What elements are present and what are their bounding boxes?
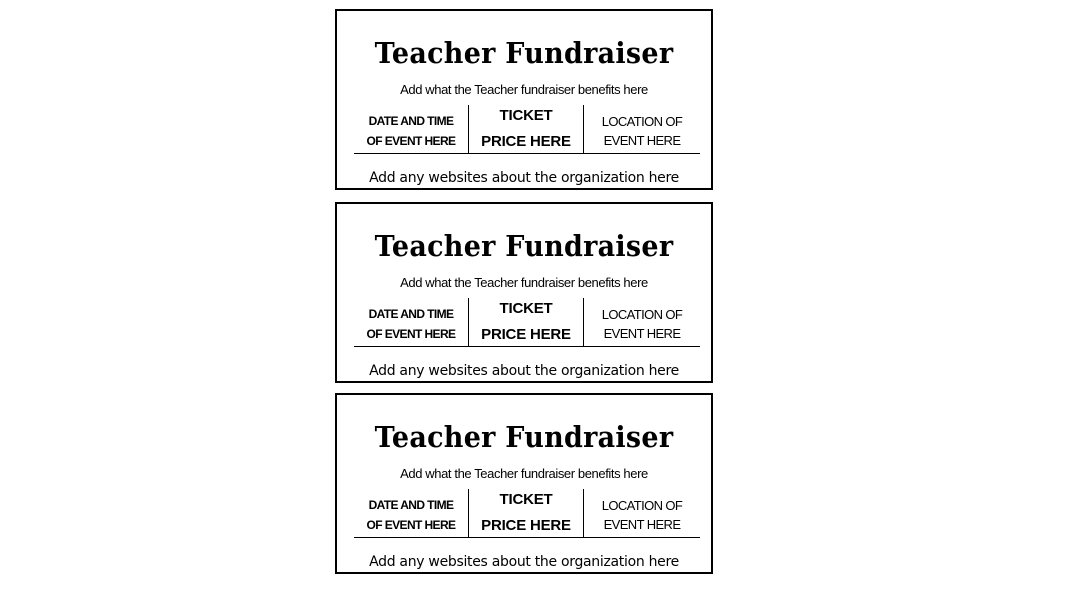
location-line-1: LOCATION OF bbox=[601, 307, 683, 322]
ticket-price-cell bbox=[469, 489, 584, 537]
ticket-3 bbox=[335, 393, 713, 574]
ticket-price-cell bbox=[469, 105, 584, 153]
ticket-info-row bbox=[354, 489, 700, 538]
ticket-website: Add any websites about the organization here bbox=[369, 363, 679, 379]
ticket-title: Teacher Fundraiser bbox=[374, 420, 674, 454]
location-cell bbox=[584, 298, 700, 346]
ticket-price-line-2: PRICE HERE bbox=[481, 133, 571, 150]
location-cell bbox=[584, 489, 700, 537]
ticket-website: Add any websites about the organization here bbox=[369, 554, 679, 570]
location-line-2: EVENT HERE bbox=[603, 517, 681, 532]
ticket-benefits: Add what the Teacher fundraiser benefits here bbox=[400, 275, 648, 290]
date-time-line-2: OF EVENT HERE bbox=[366, 134, 456, 148]
location-cell bbox=[584, 105, 700, 153]
location-line-1: LOCATION OF bbox=[601, 498, 683, 513]
location-line-2: EVENT HERE bbox=[603, 326, 681, 341]
date-time-line-1: DATE AND TIME bbox=[368, 498, 454, 512]
ticket-price-line-1: TICKET bbox=[499, 491, 553, 508]
ticket-website: Add any websites about the organization here bbox=[369, 170, 679, 186]
ticket-2 bbox=[335, 202, 713, 383]
ticket-price-line-1: TICKET bbox=[499, 300, 553, 317]
date-time-line-1: DATE AND TIME bbox=[368, 114, 454, 128]
ticket-1 bbox=[335, 9, 713, 190]
ticket-benefits: Add what the Teacher fundraiser benefits here bbox=[400, 466, 648, 481]
ticket-info-row bbox=[354, 105, 700, 154]
date-time-cell bbox=[354, 298, 469, 346]
date-time-cell bbox=[354, 105, 469, 153]
date-time-cell bbox=[354, 489, 469, 537]
location-line-2: EVENT HERE bbox=[603, 133, 681, 148]
ticket-info-row bbox=[354, 298, 700, 347]
ticket-title: Teacher Fundraiser bbox=[374, 36, 674, 70]
date-time-line-2: OF EVENT HERE bbox=[366, 518, 456, 532]
ticket-price-cell bbox=[469, 298, 584, 346]
date-time-line-2: OF EVENT HERE bbox=[366, 327, 456, 341]
location-line-1: LOCATION OF bbox=[601, 114, 683, 129]
ticket-benefits: Add what the Teacher fundraiser benefits here bbox=[400, 82, 648, 97]
ticket-price-line-2: PRICE HERE bbox=[481, 326, 571, 343]
date-time-line-1: DATE AND TIME bbox=[368, 307, 454, 321]
ticket-price-line-2: PRICE HERE bbox=[481, 517, 571, 534]
ticket-title: Teacher Fundraiser bbox=[374, 229, 674, 263]
ticket-price-line-1: TICKET bbox=[499, 107, 553, 124]
